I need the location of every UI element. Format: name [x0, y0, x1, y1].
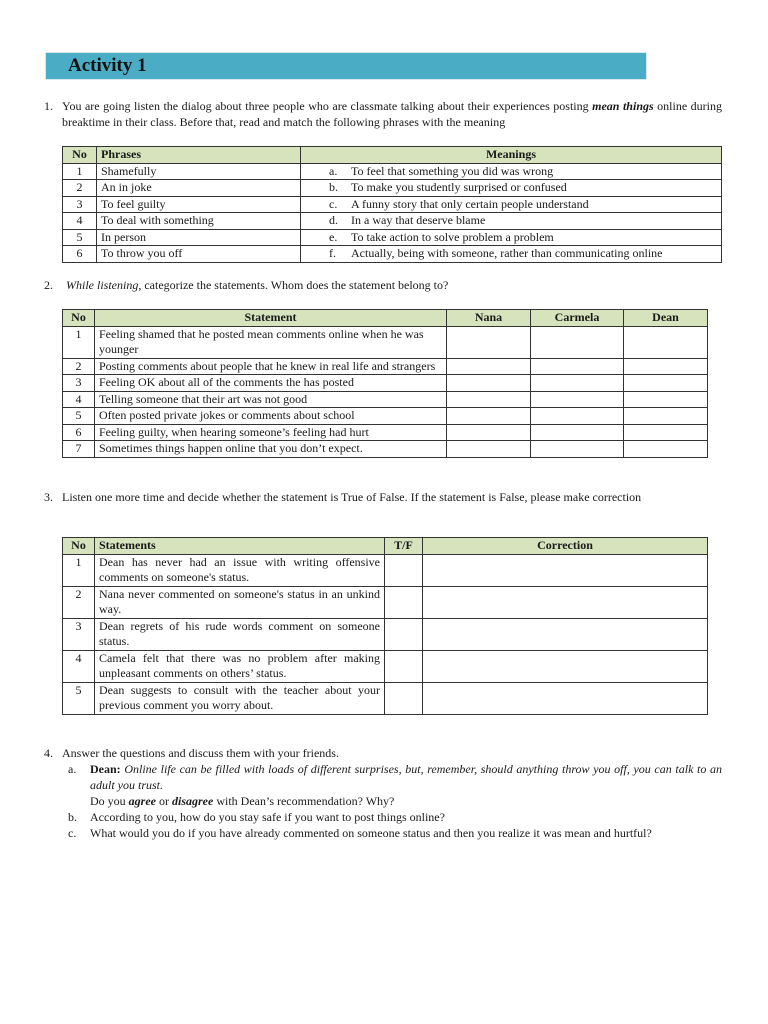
dean-answer-cell[interactable]	[624, 358, 708, 375]
correction-cell[interactable]	[423, 554, 708, 586]
nana-answer-cell[interactable]	[447, 424, 531, 441]
carmela-answer-cell[interactable]	[531, 441, 624, 458]
question-text: Answer the questions and discuss them with your friends.	[62, 746, 339, 760]
question-text: Do you	[90, 794, 129, 808]
option-letter: b.	[329, 180, 338, 194]
meaning-text: To make you studently surprised or confused	[351, 180, 567, 194]
row-number: 4	[63, 650, 95, 682]
table-row	[63, 375, 708, 392]
statement-cell: Feeling OK about all of the comments the has posted	[95, 375, 447, 392]
activity-banner	[46, 53, 646, 79]
row-number: 5	[63, 682, 95, 714]
phrases-table	[62, 146, 722, 263]
sub-question-letter: c.	[68, 826, 77, 840]
sub-question-a	[68, 761, 723, 809]
question-text: According to you, how do you stay safe if you want to post things online?	[90, 810, 445, 824]
meaning-cell	[301, 246, 722, 263]
option-letter: c.	[329, 196, 338, 211]
correction-cell[interactable]	[423, 618, 708, 650]
carmela-answer-cell[interactable]	[531, 408, 624, 425]
question-text: with Dean’s recommendation? Why?	[213, 794, 395, 808]
question-number: 1.	[44, 99, 53, 113]
table-row	[63, 618, 708, 650]
dean-answer-cell[interactable]	[624, 441, 708, 458]
sub-question-b	[68, 809, 722, 825]
nana-answer-cell[interactable]	[447, 375, 531, 392]
option-letter: a.	[329, 163, 338, 178]
phrase-cell: An in joke	[97, 180, 301, 197]
phrase-cell: To deal with something	[97, 213, 301, 230]
table-row	[63, 424, 708, 441]
nana-answer-cell[interactable]	[447, 408, 531, 425]
question-text: , categorize the statements. Whom does the statement belong to?	[138, 278, 449, 292]
statement-cell: Feeling guilty, when hearing someone’s feeling had hurt	[95, 424, 447, 441]
true-false-cell[interactable]	[385, 554, 423, 586]
nana-answer-cell[interactable]	[447, 358, 531, 375]
emphasis-text: While listening	[66, 278, 139, 292]
carmela-answer-cell[interactable]	[531, 424, 624, 441]
question-text: You are going listen the dialog about three people who are classmate talking about their experiences posting	[62, 99, 593, 113]
table-row	[63, 246, 722, 263]
carmela-answer-cell[interactable]	[531, 391, 624, 408]
phrase-cell: To throw you off	[97, 246, 301, 263]
row-number: 4	[63, 391, 95, 408]
sub-question-letter: b.	[68, 810, 77, 824]
meaning-text: In a way that deserve blame	[351, 213, 486, 227]
question-4	[44, 745, 722, 841]
correction-cell[interactable]	[423, 682, 708, 714]
column-header: Phrases	[97, 147, 301, 164]
row-number: 6	[63, 246, 97, 263]
emphasis-text: disagree	[172, 794, 214, 808]
column-header: No	[63, 310, 95, 327]
dean-answer-cell[interactable]	[624, 408, 708, 425]
column-header: T/F	[385, 538, 423, 555]
question-number: 4.	[44, 746, 53, 760]
meaning-cell	[301, 213, 722, 230]
nana-answer-cell[interactable]	[447, 326, 531, 358]
true-false-cell[interactable]	[385, 650, 423, 682]
table-row	[63, 586, 708, 618]
table-row	[63, 391, 708, 408]
column-header: No	[63, 147, 97, 164]
dean-answer-cell[interactable]	[624, 424, 708, 441]
emphasis-text: mean things	[592, 99, 654, 113]
statement-cell: Dean has never had an issue with writing offensive comments on someone's status.	[95, 554, 385, 586]
table-header-row	[63, 310, 708, 327]
table-row	[63, 163, 722, 180]
question-number: 3.	[44, 490, 53, 504]
dean-answer-cell[interactable]	[624, 326, 708, 358]
table-row	[63, 229, 722, 246]
table-row	[63, 213, 722, 230]
statement-cell: Feeling shamed that he posted mean comments online when he was younger	[95, 326, 447, 358]
row-number: 2	[63, 180, 97, 197]
table-header-row	[63, 147, 722, 164]
meaning-cell	[301, 163, 722, 180]
statement-cell: Camela felt that there was no problem after making unpleasant comments on others’ status.	[95, 650, 385, 682]
row-number: 5	[63, 229, 97, 246]
statements-table	[62, 309, 708, 458]
dean-answer-cell[interactable]	[624, 391, 708, 408]
meaning-text: To take action to solve problem a problem	[351, 229, 554, 244]
nana-answer-cell[interactable]	[447, 441, 531, 458]
question-text: Listen one more time and decide whether the statement is True of False. If the statement is False, please make correction	[62, 490, 642, 504]
option-letter: d.	[329, 213, 338, 227]
carmela-answer-cell[interactable]	[531, 358, 624, 375]
row-number: 4	[63, 213, 97, 230]
option-letter: f.	[329, 246, 336, 260]
row-number: 6	[63, 424, 95, 441]
row-number: 1	[63, 554, 95, 586]
true-false-cell[interactable]	[385, 586, 423, 618]
table-row	[63, 682, 708, 714]
nana-answer-cell[interactable]	[447, 391, 531, 408]
column-header: Correction	[423, 538, 708, 555]
phrase-cell: In person	[97, 229, 301, 246]
question-text: online during breaktime in their class. Before that, read and match the following phrases with the meaning	[62, 99, 722, 129]
table-row	[63, 358, 708, 375]
column-header: Dean	[624, 310, 708, 327]
meaning-cell	[301, 180, 722, 197]
row-number: 5	[63, 408, 95, 425]
column-header: No	[63, 538, 95, 555]
carmela-answer-cell[interactable]	[531, 375, 624, 392]
speaker-name: Dean:	[90, 762, 121, 776]
statement-cell: Dean suggests to consult with the teacher about your previous comment you worry about.	[95, 682, 385, 714]
emphasis-text: agree	[128, 794, 156, 808]
correction-cell[interactable]	[423, 586, 708, 618]
question-number: 2.	[44, 278, 53, 292]
row-number: 3	[63, 618, 95, 650]
table-row	[63, 441, 708, 458]
table-header-row	[63, 538, 708, 555]
statement-cell: Sometimes things happen online that you don’t expect.	[95, 441, 447, 458]
option-letter: e.	[329, 229, 338, 244]
column-header: Nana	[447, 310, 531, 327]
row-number: 2	[63, 358, 95, 375]
sub-question-letter: a.	[68, 762, 77, 776]
table-row	[63, 650, 708, 682]
row-number: 1	[63, 326, 95, 358]
table-row	[63, 554, 708, 586]
table-row	[63, 196, 722, 213]
statement-cell: Posting comments about people that he knew in real life and strangers	[95, 358, 447, 375]
meaning-text: Actually, being with someone, rather than communicating online	[351, 246, 663, 260]
row-number: 7	[63, 441, 95, 458]
question-text: or	[156, 794, 172, 808]
statement-cell: Nana never commented on someone's status in an unkind way.	[95, 586, 385, 618]
quote-text: Online life can be filled with loads of different surprises, but, remember, should anything throw you off, you can talk to an adult you trust.	[90, 762, 723, 792]
row-number: 3	[63, 375, 95, 392]
meaning-cell	[301, 229, 722, 246]
table-row	[63, 180, 722, 197]
true-false-cell[interactable]	[385, 618, 423, 650]
meaning-text: To feel that something you did was wrong	[351, 163, 554, 178]
page-title: Activity 1	[68, 55, 147, 76]
column-header: Statements	[95, 538, 385, 555]
column-header: Carmela	[531, 310, 624, 327]
question-1	[44, 98, 722, 130]
phrase-cell: Shamefully	[97, 163, 301, 180]
row-number: 2	[63, 586, 95, 618]
carmela-answer-cell[interactable]	[531, 326, 624, 358]
dean-answer-cell[interactable]	[624, 375, 708, 392]
true-false-table	[62, 537, 708, 715]
question-3	[44, 489, 722, 505]
question-text: What would you do if you have already commented on someone status and then you realize it was mean and hurtful?	[90, 826, 652, 840]
true-false-cell[interactable]	[385, 682, 423, 714]
question-2	[44, 277, 722, 293]
table-row	[63, 408, 708, 425]
meaning-cell	[301, 196, 722, 213]
statement-cell: Often posted private jokes or comments about school	[95, 408, 447, 425]
column-header: Statement	[95, 310, 447, 327]
sub-question-c	[68, 825, 722, 841]
row-number: 3	[63, 196, 97, 213]
meaning-text: A funny story that only certain people understand	[351, 196, 589, 211]
column-header: Meanings	[301, 147, 722, 164]
table-row	[63, 326, 708, 358]
phrase-cell: To feel guilty	[97, 196, 301, 213]
row-number: 1	[63, 163, 97, 180]
statement-cell: Dean regrets of his rude words comment on someone status.	[95, 618, 385, 650]
correction-cell[interactable]	[423, 650, 708, 682]
statement-cell: Telling someone that their art was not good	[95, 391, 447, 408]
